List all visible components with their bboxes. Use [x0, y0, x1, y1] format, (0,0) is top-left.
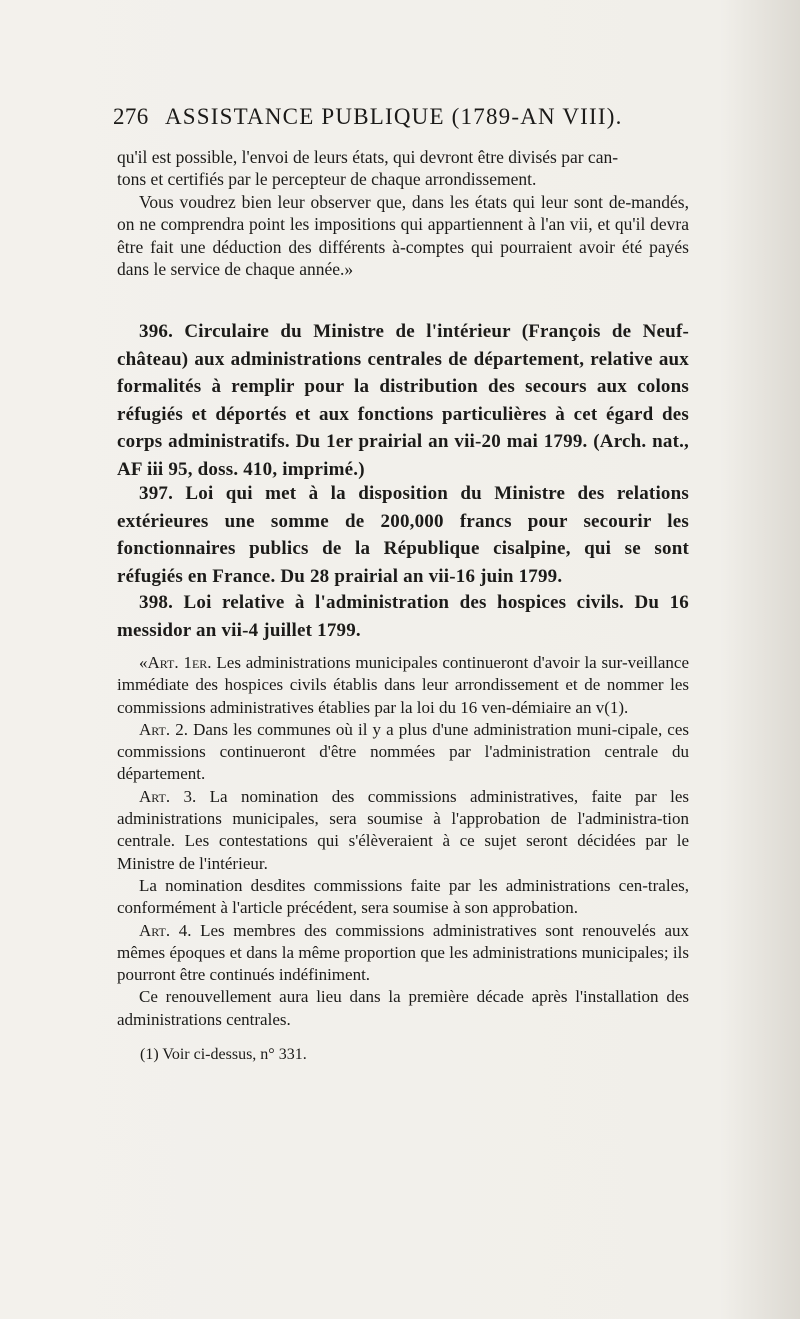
- intro-paragraphs: [117, 146, 689, 280]
- running-header: [113, 104, 689, 140]
- article-1-label: «Art. 1er.: [139, 653, 212, 672]
- footnote: (1) Voir ci-dessus, n° 331.: [140, 1046, 307, 1063]
- article-4-label: Art. 4.: [139, 920, 192, 940]
- article-4-text: Les membres des commissions administratives sont renouvelés aux mêmes époques et dans la même proportion que les administrations municipales; ils pourront être continués indéfiniment.: [117, 920, 690, 985]
- article-1: [117, 652, 689, 719]
- intro-line-1: qu'il est possible, l'envoi de leurs états, qui devront être divisés par can-: [117, 147, 619, 167]
- article-3-continuation: La nomination desdites commissions faite par les administrations cen-trales, conformément à l'article précédent, sera soumise à son approbation.: [117, 875, 689, 918]
- intro-line-2: tons et certifiés par le percepteur de chaque arrondissement.: [117, 169, 537, 190]
- article-4-continuation: Ce renouvellement aura lieu dans la première décade après l'installation des administrations centrales.: [117, 987, 689, 1029]
- item-398: [117, 589, 689, 644]
- article-3: [117, 786, 689, 875]
- page-number: 276: [113, 104, 149, 129]
- running-title: ASSISTANCE PUBLIQUE (1789-AN VIII).: [165, 104, 623, 129]
- item-396: [117, 318, 689, 483]
- item-397-text: 397. Loi qui met à la disposition du Ministre des relations extérieures une somme de 200,000 francs pour secourir les fonctionnaires publics de la République cisalpine, qui se sont réfugiés en France. Du 28 prairial an vii-16 juin 1799.: [117, 483, 689, 587]
- article-4: [117, 920, 689, 987]
- article-2: [117, 719, 689, 786]
- article-3-label: Art. 3.: [139, 786, 197, 806]
- article-2-label: Art. 2.: [139, 719, 188, 739]
- item-396-text: 396. Circulaire du Ministre de l'intérieur (François de Neuf-château) aux administrations centrales de département, relative aux formalités à remplir pour la distribution des secours aux colons réfugiés et déportés et aux fonctions particulières à cet égard des corps administratifs. Du 1er prairial an vii-20 mai 1799. (Arch. nat., AF iii 95, doss. 410, imprimé.): [117, 321, 689, 480]
- item-397: [117, 480, 689, 590]
- article-1-text: Les administrations municipales continueront d'avoir la sur-veillance immédiate des hospices civils établis dans leur arrondissement et de nommer les commissions administratives établies par la loi du 16 ven-démiaire an v(1).: [117, 653, 689, 717]
- item-398-text: 398. Loi relative à l'administration des hospices civils. Du 16 messidor an vii-4 juillet 1799.: [117, 592, 689, 641]
- article-3-text: La nomination des commissions administratives, faite par les administrations municipales, sera soumise à l'approbation de l'administra-tion centrale. Les contestations qui s'élèveraient à ce sujet seront décidées par le Ministre de l'intérieur.: [117, 786, 689, 873]
- article-2-text: Dans les communes où il y a plus d'une administration muni-cipale, ces commissions continueront d'être nommées par l'administration centrale du département.: [117, 719, 690, 784]
- law-articles: [117, 652, 689, 1031]
- intro-paragraph-2: Vous voudrez bien leur observer que, dans les états qui leur sont de-mandés, on ne comprendra point les impositions qui appartiennent à l'an vii, et qu'il devra être fait une déduction des différents à-comptes qui pourraient avoir été payés dans le service de chaque année.»: [117, 191, 689, 280]
